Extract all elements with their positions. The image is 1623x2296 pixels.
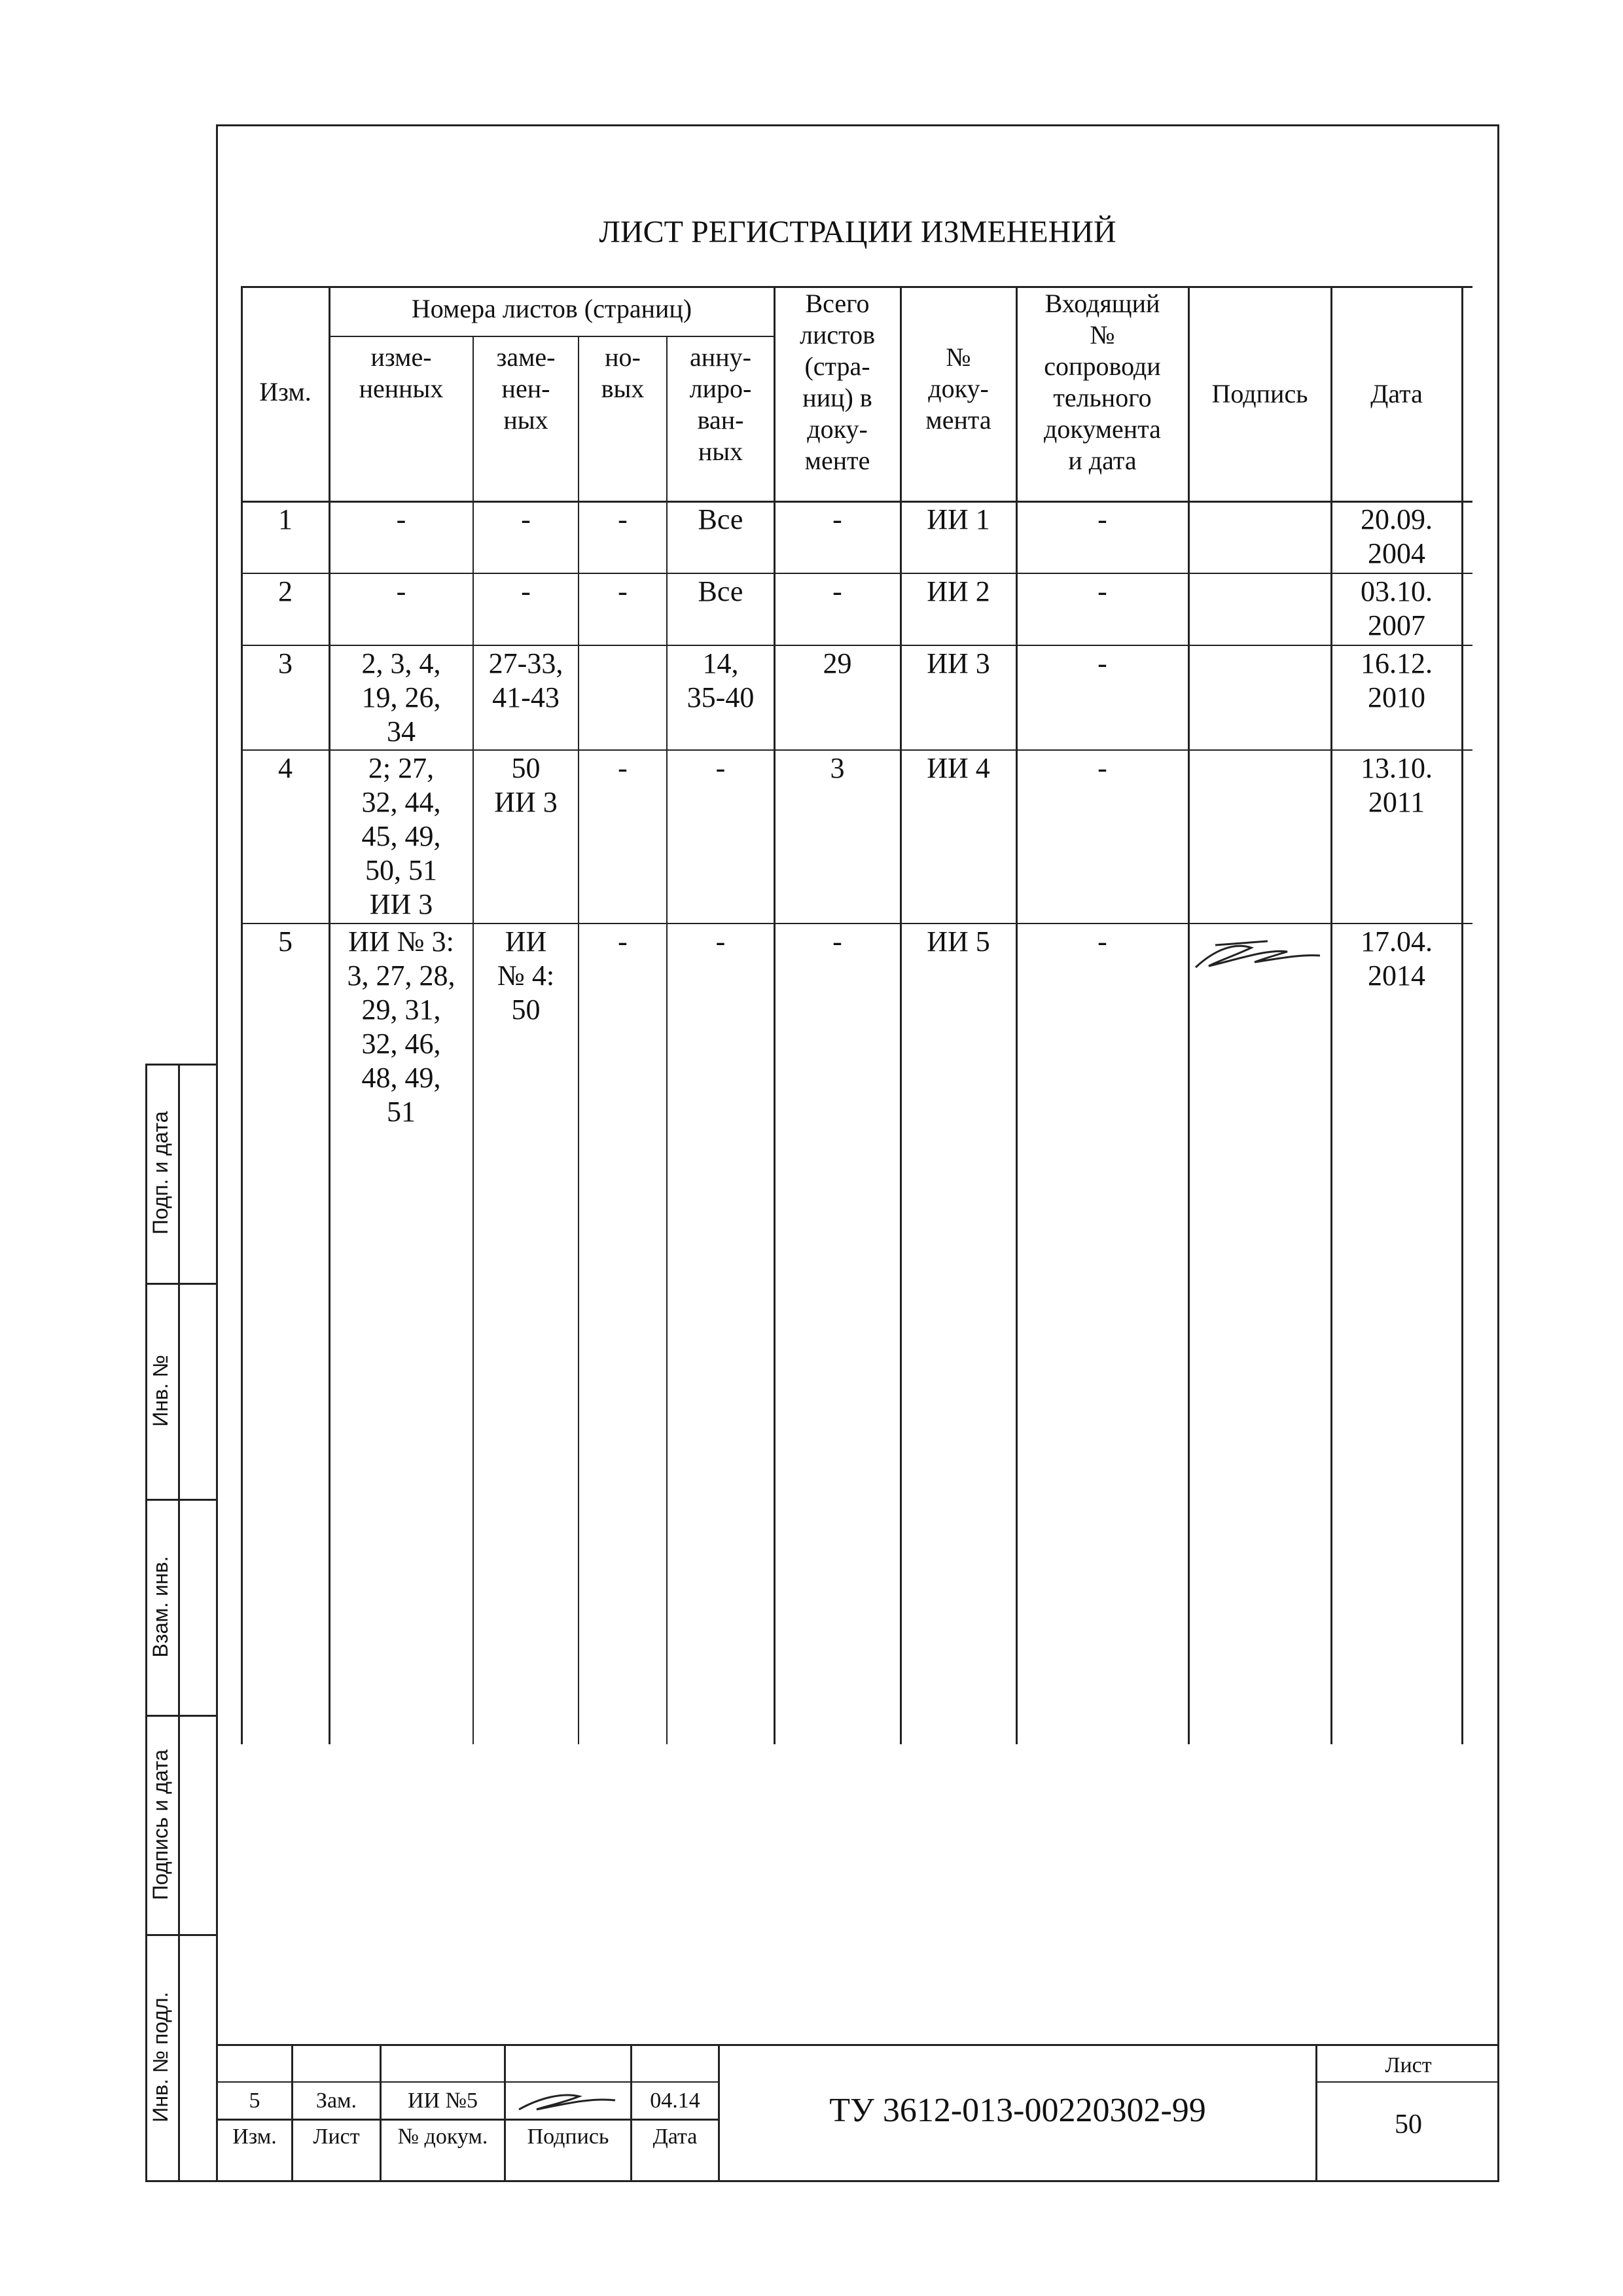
- cell-total: 3: [830, 752, 845, 784]
- col-line: [1461, 286, 1463, 1744]
- cell-total: -: [832, 575, 842, 607]
- cell-changed: -: [396, 575, 406, 607]
- cell-replaced: -: [521, 503, 531, 535]
- stamp-doc-value: ИИ №5: [407, 2089, 478, 2113]
- cell-changed: ИИ № 3: 3, 27, 28, 29, 31, 32, 46, 48, 49, 51: [347, 925, 455, 1128]
- cell-replaced: 27-33, 41-43: [488, 647, 563, 713]
- cell-annulled: -: [715, 925, 726, 958]
- cell-changed: 2; 27, 32, 44, 45, 49, 50, 51 ИИ 3: [361, 752, 441, 920]
- stamp-izm-value: 5: [249, 2089, 260, 2113]
- strip-inner-line: [178, 1064, 180, 2182]
- cell-izm: 3: [278, 647, 293, 679]
- stamp-date-value: 04.14: [650, 2089, 700, 2113]
- stamp-col: [504, 2044, 506, 2182]
- cell-new: -: [618, 575, 628, 607]
- group-header-divider: [329, 336, 774, 337]
- row-divider: [241, 923, 1472, 924]
- cell-izm: 5: [278, 925, 293, 958]
- header-date: Дата: [1370, 379, 1423, 408]
- cell-date: 16.12. 2010: [1361, 647, 1433, 713]
- sheet-label: Лист: [1385, 2053, 1432, 2077]
- cell-changed: 2, 3, 4, 19, 26, 34: [361, 647, 441, 747]
- strip-divider: [145, 1715, 216, 1717]
- cell-date: 17.04. 2014: [1361, 925, 1433, 992]
- col-line: [666, 336, 668, 1744]
- header-changed: изме- ненных: [359, 342, 444, 403]
- stamp-date-label: Дата: [652, 2125, 698, 2149]
- col-line: [473, 336, 474, 1744]
- label-inv-no: Инв. №: [149, 1355, 172, 1427]
- stamp-doc-label: № докум.: [397, 2125, 488, 2149]
- cell-incoming: -: [1097, 647, 1107, 679]
- cell-annulled: Все: [698, 575, 743, 607]
- cell-annulled: Все: [698, 503, 743, 535]
- label-vzam-inv: Взам. инв.: [149, 1556, 172, 1658]
- header-incoming: Входящий № сопроводи тельного документа и дата: [1044, 289, 1161, 475]
- cell-annulled: 14, 35-40: [687, 647, 755, 713]
- strip-divider: [145, 1283, 216, 1285]
- cell-total: -: [832, 503, 842, 535]
- col-line: [578, 336, 579, 1744]
- strip-divider: [145, 1934, 216, 1936]
- stamp-list-value: Зам.: [315, 2089, 357, 2113]
- strip-outer-line: [145, 1064, 147, 2182]
- header-sheet-numbers: Номера листов (страниц): [411, 294, 692, 323]
- cell-total: -: [832, 925, 842, 958]
- strip-divider: [145, 1064, 216, 1066]
- cell-izm: 4: [278, 752, 293, 784]
- cell-new: -: [618, 925, 628, 958]
- strip-divider: [145, 2180, 216, 2182]
- header-new: но- вых: [601, 342, 645, 403]
- stamp-top-line: [216, 2044, 1499, 2046]
- row-divider: [241, 645, 1472, 646]
- cell-date: 13.10. 2011: [1361, 752, 1433, 818]
- header-doc-no: № доку- мента: [925, 342, 991, 435]
- cell-doc-no: ИИ 5: [927, 925, 990, 958]
- cell-new: -: [618, 752, 628, 784]
- col-line: [1188, 286, 1190, 1744]
- cell-changed: -: [396, 503, 406, 535]
- cell-replaced: ИИ № 4: 50: [497, 925, 555, 1026]
- row-divider: [241, 749, 1472, 751]
- header-signature: Подпись: [1211, 379, 1308, 408]
- stamp-izm-label: Изм.: [232, 2125, 277, 2149]
- cell-incoming: -: [1097, 503, 1107, 535]
- header-izm: Изм.: [259, 377, 312, 406]
- label-podpis-data: Подпись и дата: [149, 1749, 172, 1901]
- cell-new: -: [618, 503, 628, 535]
- signature-scribble: [1189, 929, 1330, 975]
- cell-doc-no: ИИ 2: [927, 575, 990, 607]
- cell-izm: 2: [278, 575, 293, 607]
- sheet-number: 50: [1395, 2109, 1422, 2140]
- label-inv-podl: Инв. № подл.: [149, 1992, 172, 2123]
- cell-incoming: -: [1097, 752, 1107, 784]
- cell-incoming: -: [1097, 575, 1107, 607]
- header-total-sheets: Всего листов (стра- ниц) в доку- менте: [800, 289, 875, 475]
- cell-date: 20.09. 2004: [1361, 503, 1433, 569]
- stamp-list-label: Лист: [313, 2125, 360, 2149]
- stamp-sign-label: Подпись: [527, 2125, 609, 2149]
- cell-incoming: -: [1097, 925, 1107, 958]
- row-divider: [241, 573, 1472, 574]
- header-replaced: заме- нен- ных: [496, 342, 556, 435]
- cell-replaced: -: [521, 575, 531, 607]
- cell-date: 03.10. 2007: [1361, 575, 1433, 641]
- label-podp-data: Подп. и дата: [149, 1111, 172, 1235]
- cell-annulled: -: [715, 752, 726, 784]
- document-code: ТУ 3612-013-00220302-99: [829, 2092, 1206, 2129]
- cell-izm: 1: [278, 503, 293, 535]
- page-title: ЛИСТ РЕГИСТРАЦИИ ИЗМЕНЕНИЙ: [599, 215, 1116, 249]
- cell-total: 29: [823, 647, 852, 679]
- stamp-signature: [507, 2083, 628, 2117]
- cell-doc-no: ИИ 3: [927, 647, 990, 679]
- header-annulled: анну- лиро- ван- ных: [689, 342, 752, 466]
- strip-divider: [145, 1499, 216, 1501]
- cell-doc-no: ИИ 4: [927, 752, 990, 784]
- stamp-sheet-line: [1315, 2081, 1499, 2083]
- cell-replaced: 50 ИИ 3: [494, 752, 558, 818]
- cell-doc-no: ИИ 1: [927, 503, 990, 535]
